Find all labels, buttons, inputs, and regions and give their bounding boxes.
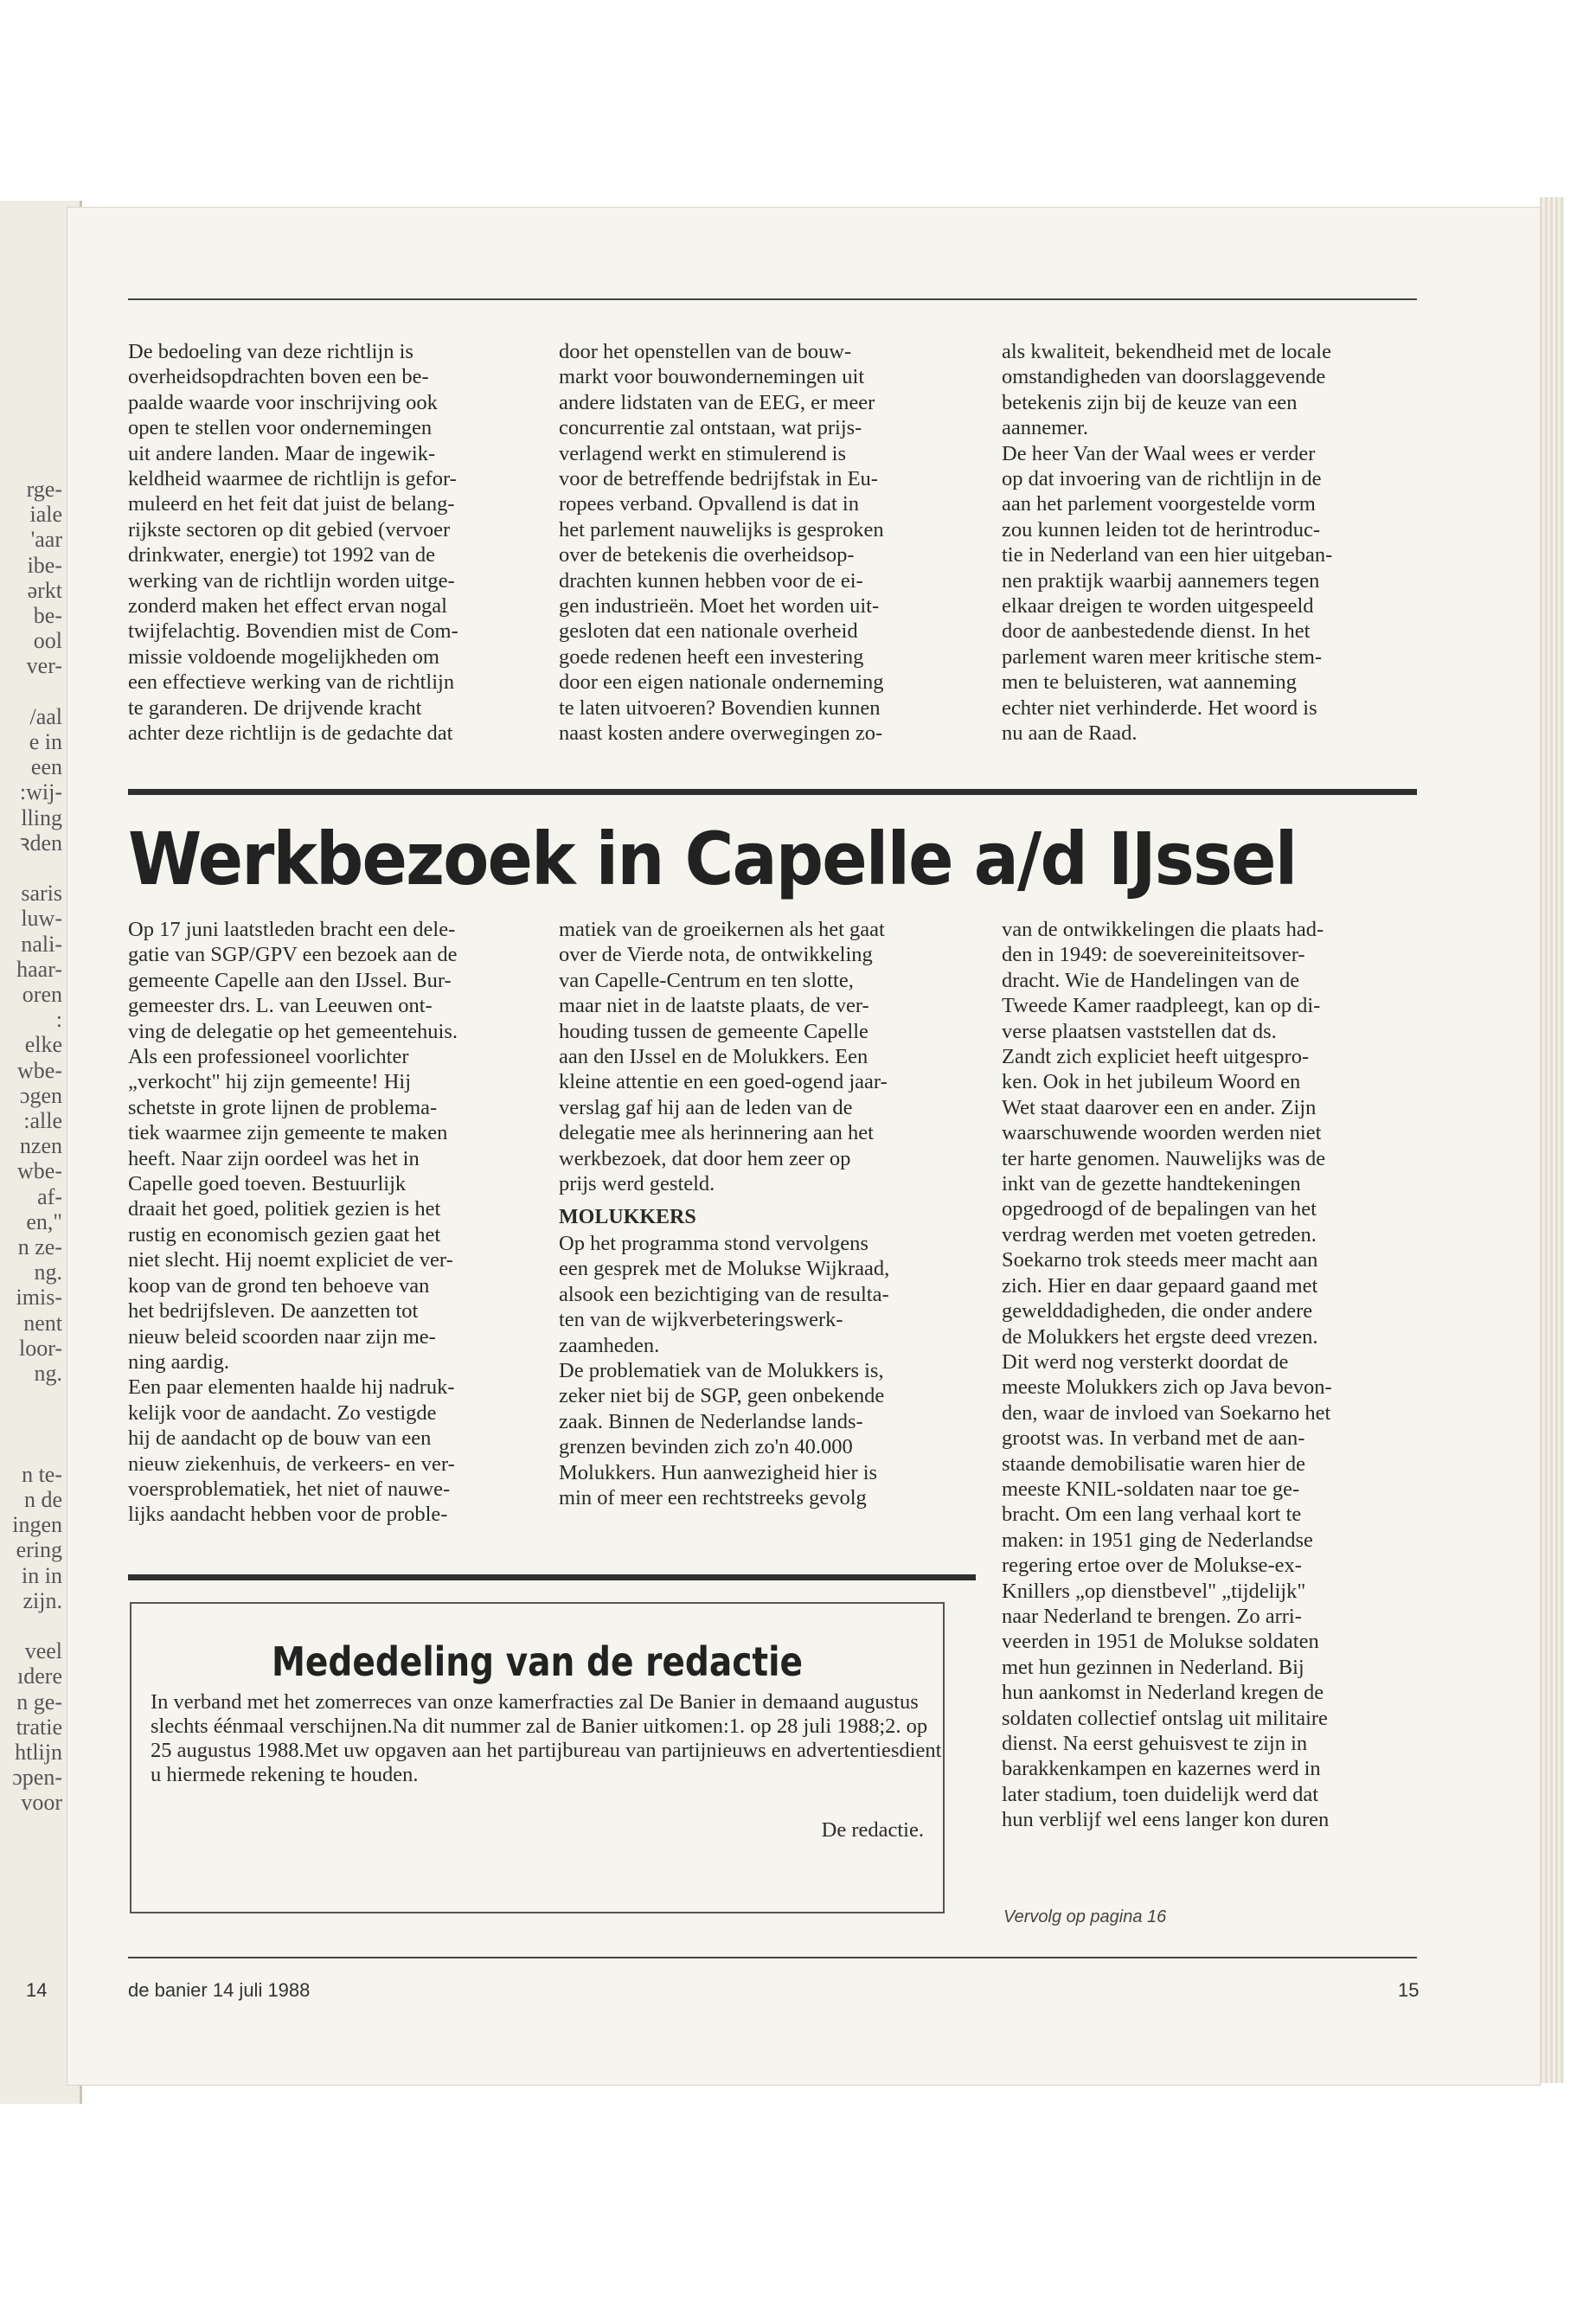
text-line: open te stellen voor ondernemingen (128, 416, 433, 440)
text-line: het parlement nauwelijks is gesproken (559, 517, 884, 542)
page-number: 15 (1398, 1979, 1420, 2001)
notice-line: Met uw opgaven aan het partijbureau van partijnieuws en advertenties (304, 1739, 900, 1762)
text-line: maar niet in de laatste plaats, de ver- (559, 994, 869, 1018)
text-line: door de aanbestedende dienst. In het (1002, 619, 1311, 644)
text-line: hij de aandacht op de bouw van een (128, 1426, 432, 1451)
margin-fragment: wbe- (17, 1159, 62, 1184)
margin-fragment: ingen (12, 1513, 62, 1538)
text-line: als kwaliteit, bekendheid met de locale (1002, 340, 1331, 363)
text-line: heeft. Naar zijn oordeel was het in (128, 1146, 420, 1170)
text-line: betekenis zijn bij de keuze van een (1002, 390, 1298, 414)
left-page-number: 14 (26, 1979, 48, 2001)
notice-line: dient u hiermede rekening te houden. (151, 1739, 942, 1786)
notice-line: maand augustus slechts éénmaal verschijnen. (151, 1690, 919, 1738)
margin-fragment: af- (37, 1184, 62, 1209)
text-line: verslag gaf hij aan de leden van de (559, 1095, 853, 1119)
margin-fragment: oren (22, 983, 62, 1007)
text-line: aannemer. (1002, 416, 1088, 440)
text-line: achter deze richtlijn is de gedachte dat (128, 721, 453, 746)
text-line: aan den IJssel en de Molukkers. Een (559, 1045, 869, 1069)
text-line: meeste Molukkers zich op Java bevon- (1002, 1375, 1332, 1400)
text-line: Knillers „op dienstbevel" „tijdelijk" (1002, 1579, 1306, 1603)
text-line: Dit werd nog versterkt doordat de (1002, 1349, 1289, 1374)
text-line: koop van de grond ten behoeve van (128, 1273, 430, 1298)
margin-fragment: rge- (26, 478, 62, 502)
margin-fragment: n ge- (16, 1689, 62, 1715)
text-line: verdrag werden met voeten getreden. (1002, 1222, 1317, 1247)
top-rule (128, 298, 1417, 300)
text-line: gen industrieën. Moet het worden uit- (559, 594, 880, 619)
text-line: Als een professioneel voorlichter (128, 1045, 409, 1069)
text-line: dienst. Na eerst gehuisvest te zijn in (1002, 1732, 1308, 1755)
text-line: kleine attentie en een goed-ogend jaar- (559, 1070, 888, 1094)
text-line: zaamheden. (559, 1333, 660, 1357)
text-line: den, waar de invloed van Soekarno het (1002, 1400, 1331, 1425)
text-line: goede redenen heeft een investering (559, 644, 864, 669)
page-edges (1540, 197, 1564, 2083)
text-line: aan het parlement voorgestelde vorm (1002, 492, 1316, 516)
text-line: te garanderen. De drijvende kracht (128, 695, 422, 720)
margin-fragment: lling (21, 805, 62, 830)
text-line: bracht. Om een lang verhaal kort te (1002, 1503, 1302, 1527)
text-line: werkbezoek, dat door hem zeer op (559, 1146, 851, 1170)
top-column-2 (559, 339, 967, 747)
text-line: keldheid waarmee de richtlijn is gefor- (128, 467, 457, 491)
margin-fragment: be- (33, 604, 62, 628)
text-line: men te beluisteren, wat aanneming (1002, 670, 1297, 695)
margin-fragment: /aal (29, 704, 62, 729)
text-line: missie voldoende mogelijkheden om (128, 644, 439, 669)
text-line: zich. Hier en daar gepaard gaand met (1002, 1273, 1318, 1298)
margin-fragment: htlijn (15, 1740, 62, 1765)
text-line: door het openstellen van de bouw- (559, 340, 852, 363)
margin-fragment: voor (21, 1791, 62, 1816)
text-line: barakkenkampen en kazernes werd in (1002, 1757, 1321, 1781)
text-line: met hun gezinnen in Nederland. Bij (1002, 1655, 1304, 1679)
headline: Werkbezoek in Capelle a/d IJssel (128, 817, 1297, 901)
margin-fragment: ering (16, 1538, 62, 1563)
text-line: echter niet verhinderde. Het woord is (1002, 695, 1317, 720)
text-line: gatie van SGP/GPV een bezoek aan de (128, 943, 458, 967)
margin-fragment: 'aar (30, 528, 62, 553)
margin-fragment: :alle (23, 1109, 62, 1133)
text-line: voor de betreffende bedrijfstak in Eu- (559, 467, 878, 491)
text-line: van de ontwikkelingen die plaats had- (1002, 918, 1324, 941)
margin-fragment: saris (21, 881, 62, 907)
text-line: De bedoeling van deze richtlijn is (128, 340, 413, 363)
text-line: zonderd maken het effect ervan nogal (128, 594, 447, 619)
text-line: ving de delegatie op het gemeentehuis. (128, 1019, 458, 1043)
margin-fragment: ərkt (27, 578, 62, 603)
text-line: Tweede Kamer raadpleegt, kan op di- (1002, 994, 1321, 1018)
text-line: matiek van de groeikernen als het gaat (559, 918, 885, 941)
margin-fragment: nzen (19, 1134, 62, 1159)
text-line: Soekarno trok steeds meer macht aan (1002, 1248, 1318, 1272)
section-heading: MOLUKKERS (559, 1206, 696, 1229)
text-line: Een paar elementen haalde hij nadruk- (128, 1375, 455, 1400)
text-line: meeste KNIL-soldaten naar toe ge- (1002, 1477, 1300, 1501)
text-line: een effectieve werking van de richtlijn (128, 670, 455, 695)
text-line: De problematiek van de Molukkers is, (559, 1358, 884, 1382)
margin-fragment: ıdere (17, 1664, 62, 1689)
text-line: twijfelachtig. Bovendien mist de Com- (128, 619, 458, 644)
margin-fragment: ool (33, 629, 62, 654)
text-line: nu aan de Raad. (1002, 721, 1138, 746)
margin-fragment: veel (24, 1639, 62, 1664)
text-line: parlement waren meer kritische stem- (1002, 644, 1323, 669)
text-line: ten van de wijkverbeteringswerk- (559, 1308, 843, 1332)
margin-fragment: en," (26, 1209, 62, 1234)
text-line: overheidsopdrachten boven een be- (128, 365, 429, 389)
text-line: tiek waarmee zijn gemeente te maken (128, 1121, 448, 1145)
text-line: over de betekenis die overheidsop- (559, 543, 855, 567)
text-line: Molukkers. Hun aanwezigheid hier is (559, 1460, 878, 1484)
text-line: op dat invoering van de richtlijn in de (1002, 467, 1322, 491)
margin-fragment: ver- (26, 654, 62, 679)
text-line: Op 17 juni laatstleden bracht een dele- (128, 918, 456, 941)
text-line: waarschuwende woorden werden niet (1002, 1121, 1322, 1145)
text-line: te laten uitvoeren? Bovendien kunnen (559, 695, 881, 720)
continued-note: Vervolg op pagina 16 (1003, 1907, 1167, 1926)
text-line: een gesprek met de Molukse Wijkraad, (559, 1257, 890, 1281)
margin-fragment: ꝛden (19, 830, 62, 856)
text-line: dracht. Wie de Handelingen van de (1002, 968, 1300, 992)
text-line: nieuw beleid scoorden naar zijn me- (128, 1324, 436, 1349)
notice-line: Na dit nummer zal de Banier uitkomen: (392, 1715, 729, 1738)
text-line: niet slecht. Hij noemt expliciet de ver- (128, 1248, 453, 1272)
headline-rule (128, 789, 1417, 795)
text-line: houding tussen de gemeente Capelle (559, 1019, 869, 1043)
text-line: gesloten dat een nationale overheid (559, 619, 858, 644)
text-line: soldaten collectief ontslag uit militaire (1002, 1706, 1328, 1730)
text-line: andere lidstaten van de EEG, er meer (559, 390, 875, 414)
notice-body (151, 1690, 946, 1787)
margin-fragment: ɔpen- (12, 1766, 62, 1791)
text-line: drinkwater, energie) tot 1992 van de (128, 543, 436, 567)
text-line: voersproblematiek, het niet of nauwe- (128, 1477, 451, 1501)
text-line: paalde waarde voor inschrijving ook (128, 390, 438, 414)
notice-box (130, 1602, 945, 1913)
margin-fragment: :wij- (19, 780, 62, 805)
bottom-rule (128, 1957, 1417, 1958)
text-line: grootst was. In verband met de aan- (1002, 1426, 1305, 1451)
text-line: gemeente Capelle aan den IJssel. Bur- (128, 968, 452, 992)
text-line: elkaar dreigen te worden uitgespeeld (1002, 594, 1314, 619)
text-line: later stadium, toen duidelijk werd dat (1002, 1782, 1319, 1806)
text-line: ken. Ook in het jubileum Woord en (1002, 1070, 1301, 1094)
text-line: rijkste sectoren op dit gebied (vervoer (128, 517, 451, 542)
top-column-1 (128, 339, 530, 747)
text-line: prijs werd gesteld. (559, 1172, 715, 1196)
article-column-2 (559, 917, 967, 1510)
margin-fragment: in in (22, 1563, 62, 1588)
text-line: inkt van de gezette handtekeningen (1002, 1172, 1301, 1196)
margin-fragment: e in (29, 730, 62, 754)
text-line: de Molukkers het ergste deed vrezen. (1002, 1324, 1318, 1349)
text-line: omstandigheden van doorslaggevende (1002, 365, 1326, 389)
margin-fragment: nali- (21, 932, 62, 957)
text-line: verse plaatsen vaststellen dat ds. (1002, 1019, 1277, 1043)
text-line: Wet staat daarover een en ander. Zijn (1002, 1095, 1317, 1119)
text-line: ter harte genomen. Nauwelijks was de (1002, 1146, 1326, 1170)
margin-fragment: n de (23, 1488, 62, 1512)
text-line: nen praktijk waarbij aannemers tegen (1002, 568, 1320, 593)
text-line: maken: in 1951 ging de Nederlandse (1002, 1528, 1313, 1552)
margin-fragment: elke (24, 1033, 62, 1058)
text-line: „verkocht" hij zijn gemeente! Hij (128, 1070, 412, 1094)
top-column-3 (1002, 339, 1417, 747)
text-line: staande demobilisatie waren hier de (1002, 1452, 1306, 1476)
text-line: hun aankomst in Nederland kregen de (1002, 1681, 1324, 1705)
article-column-3 (1002, 917, 1417, 1833)
article-column-1 (128, 917, 528, 1528)
text-line: nieuw ziekenhuis, de verkeers- en ver- (128, 1452, 455, 1476)
text-line: concurrentie zal ontstaan, wat prijs- (559, 416, 862, 440)
text-line: opgedroogd of de bepalingen van het (1002, 1197, 1317, 1221)
text-line: naast kosten andere overwegingen zo- (559, 721, 883, 746)
margin-fragment: wbe- (17, 1058, 62, 1083)
text-line: door een eigen nationale onderneming (559, 670, 884, 695)
text-line: zou kunnen leiden tot de herintroduc- (1002, 517, 1321, 542)
text-line: rustig en economisch gezien gaat het (128, 1222, 441, 1247)
text-line: het bedrijfsleven. De aanzetten tot (128, 1299, 419, 1324)
text-line: markt voor bouwondernemingen uit (559, 365, 865, 389)
text-line: hun verblijf wel eens langer kon duren (1002, 1808, 1330, 1832)
text-line: ropees verband. Opvallend is dat in (559, 492, 859, 516)
text-line: drachten kunnen hebben voor de ei- (559, 568, 863, 593)
text-line: naar Nederland te brengen. Zo arri- (1002, 1604, 1302, 1628)
notice-title: Mededeling van de redactie (271, 1638, 804, 1685)
margin-fragment: n te- (22, 1462, 62, 1487)
text-line: gewelddadigheden, die onder andere (1002, 1299, 1313, 1324)
text-line: lijks aandacht hebben voor de proble- (128, 1503, 448, 1527)
text-line: Zandt zich expliciet heeft uitgespro- (1002, 1045, 1310, 1069)
text-line: Capelle goed toeven. Bestuurlijk (128, 1172, 407, 1196)
text-line: schetste in grote lijnen de problema- (128, 1095, 438, 1119)
text-line: den in 1949: de soevereiniteitsover- (1002, 943, 1305, 967)
notice-signature: De redactie. (821, 1818, 924, 1842)
text-line: verlagend werkt en stimulerend is (559, 441, 847, 465)
text-line: kelijk voor de aandacht. Zo vestigde (128, 1400, 437, 1425)
margin-fragment: imis- (16, 1285, 62, 1311)
margin-fragment: een (30, 755, 62, 780)
text-line: van Capelle-Centrum en ten slotte, (559, 968, 854, 992)
margin-fragment: : (55, 1008, 62, 1033)
margin-fragment: zijn. (22, 1588, 62, 1613)
notice-line: In verband met het zomerreces van onze kamerfracties zal De Banier in de (151, 1690, 783, 1714)
text-line: draait het goed, politiek gezien is het (128, 1197, 441, 1221)
text-line: zaak. Binnen de Nederlandse lands- (559, 1409, 863, 1433)
margin-fragment: ng. (34, 1260, 62, 1285)
margin-fragment: luw- (21, 907, 62, 932)
margin-fragment: iale (29, 503, 62, 528)
margin-fragment: ibe- (27, 553, 62, 578)
text-line: veerden in 1951 de Molukse soldaten (1002, 1630, 1319, 1654)
text-line: min of meer een rechtstreeks gevolg (559, 1485, 867, 1509)
margin-fragment: tratie (16, 1715, 62, 1740)
footer-publication: de banier 14 juli 1988 (128, 1979, 311, 2001)
text-line: over de Vierde nota, de ontwikkeling (559, 943, 873, 967)
margin-fragment: ng. (34, 1362, 62, 1386)
text-line: zeker niet bij de SGP, geen onbekende (559, 1384, 885, 1408)
notice-line: 2. op 25 augustus 1988. (151, 1715, 928, 1762)
text-line: tie in Nederland van een hier uitgeban- (1002, 543, 1333, 567)
margin-fragment: nent (23, 1311, 62, 1336)
notice-rule (128, 1574, 976, 1580)
text-line: werking van de richtlijn worden uitge- (128, 568, 455, 593)
text-line: grenzen bevinden zich zo'n 40.000 (559, 1435, 853, 1459)
margin-fragment: n ze- (17, 1235, 62, 1259)
text-line: gemeester drs. L. van Leeuwen ont- (128, 994, 433, 1018)
text-line: alsook een bezichtiging van de resulta- (559, 1282, 889, 1306)
text-line: delegatie mee als herinnering aan het (559, 1121, 874, 1145)
text-line: regering ertoe over de Molukse-ex- (1002, 1554, 1302, 1578)
text-line: muleerd en het feit dat juist de belang- (128, 492, 455, 516)
text-line: uit andere landen. Maar de ingewik- (128, 441, 436, 465)
text-line: Op het programma stond vervolgens (559, 1231, 869, 1255)
text-line: De heer Van der Waal wees er verder (1002, 441, 1316, 465)
notice-line: 1. op 28 juli 1988; (728, 1715, 886, 1738)
text-line: ning aardig. (128, 1349, 230, 1374)
margin-fragment: loor- (18, 1336, 62, 1361)
margin-fragment: ɔgen (19, 1083, 62, 1108)
margin-fragment: haar- (16, 957, 62, 982)
